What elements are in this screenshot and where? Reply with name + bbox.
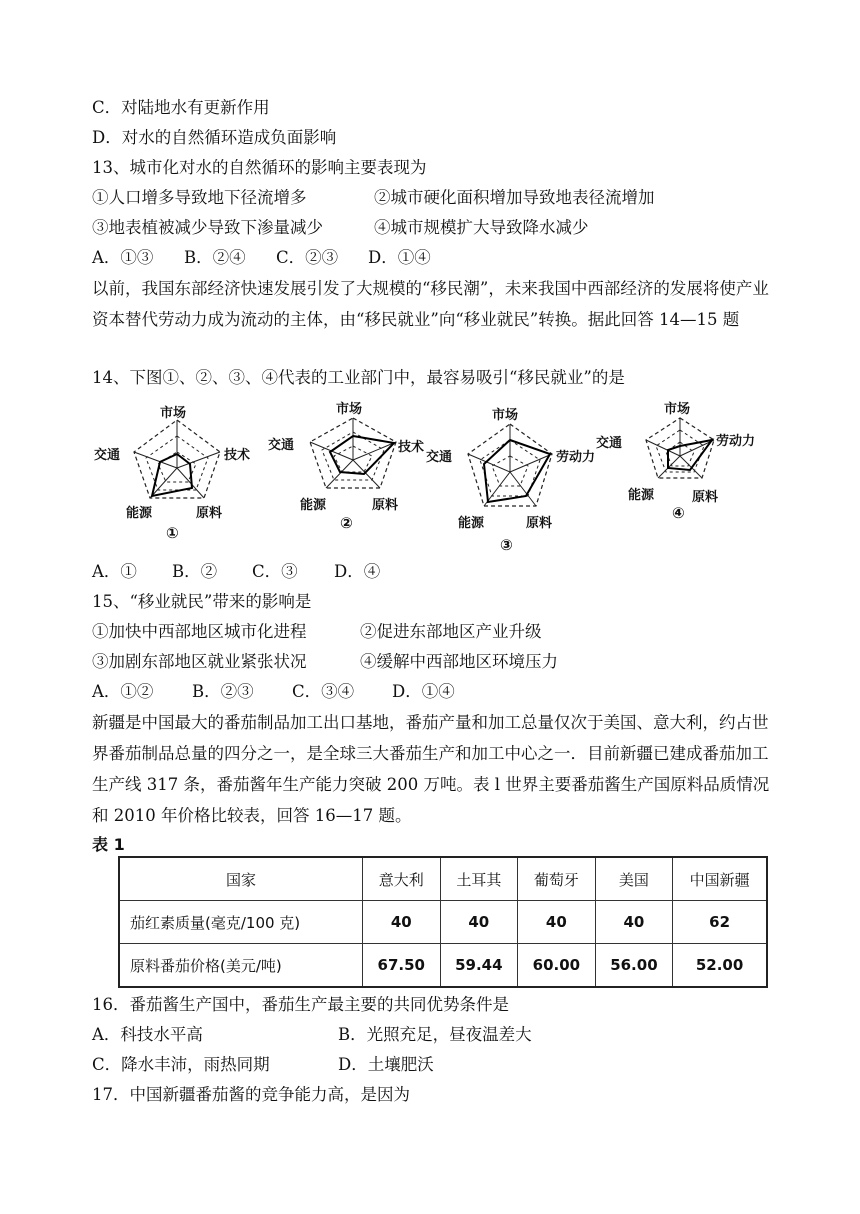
label-raw-material: 原料 <box>692 490 719 505</box>
q13-options-row1 <box>92 188 655 208</box>
q13-answer-b: B．②④ <box>184 248 246 267</box>
q15-option-2: ②促进东部地区产业升级 <box>360 622 542 641</box>
question-17-stem: 17．中国新疆番茄酱的竞争能力高，是因为 <box>92 1085 410 1104</box>
q13-answer-d: D．①④ <box>368 248 431 267</box>
q13-answer-c: C．②③ <box>276 248 339 267</box>
radar-diagram-1 <box>92 396 262 556</box>
table-row <box>119 944 767 988</box>
label-market: 市场 <box>160 406 187 421</box>
q15-options-row1 <box>92 622 542 642</box>
table-row-label: 原料番茄价格(美元/吨) <box>119 944 363 988</box>
q15-answer-a: A．①② <box>92 682 154 701</box>
passage-xinjiang-tomato: 新疆是中国最大的番茄制品加工出口基地，番茄产量和加工总量仅次于美国、意大利，约占世界番茄制品总量的四分之一，是全球三大番茄生产和加工中心之一．目前新疆已建成番茄加工生产线 317 条，番茄酱年生产能力突破 200 万吨。表 l 世界主要番茄酱生产国原料品质情况和 2010 年价格比较表，回答 16—17 题。 <box>92 713 770 825</box>
label-transport: 交通 <box>596 436 623 451</box>
label-transport: 交通 <box>94 448 121 463</box>
q13-option-4: ④城市规模扩大导致降水减少 <box>374 218 589 237</box>
table-header-cell: 意大利 <box>363 857 441 901</box>
q13-option-2: ②城市硬化面积增加导致地表径流增加 <box>374 188 655 207</box>
q16-answer-d: D．土壤肥沃 <box>338 1055 434 1074</box>
label-raw-material: 原料 <box>196 506 223 521</box>
q16-answer-b: B．光照充足，昼夜温差大 <box>338 1025 532 1044</box>
table-row-label: 茄红素质量(毫克/100 克) <box>119 901 363 944</box>
table-header-cell: 土耳其 <box>440 857 518 901</box>
table-cell: 67.50 <box>363 944 441 988</box>
table-caption: 表 1 <box>92 835 125 854</box>
table-header-cell: 美国 <box>595 857 673 901</box>
q16-answers-row1 <box>92 1025 532 1045</box>
table-header-cell: 国家 <box>119 857 363 901</box>
q14-answer-d: D．④ <box>334 562 381 581</box>
q13-answer-a: A．①③ <box>92 248 154 267</box>
radar-chart-3 <box>438 396 618 556</box>
table-cell: 40 <box>363 901 441 944</box>
table-cell: 40 <box>440 901 518 944</box>
label-energy: 能源 <box>300 498 327 513</box>
label-raw-material: 原料 <box>372 498 399 513</box>
table-cell: 59.44 <box>440 944 518 988</box>
radar-diagram-3 <box>426 396 618 556</box>
label-market: 市场 <box>336 402 363 417</box>
label-raw-material: 原料 <box>526 516 553 531</box>
label-technology: 技术 <box>224 448 251 463</box>
label-market: 市场 <box>492 408 519 423</box>
option-c-line: C．对陆地水有更新作用 <box>92 98 270 117</box>
q16-answer-c: C．降水丰沛，雨热同期 <box>92 1055 270 1074</box>
radar-diagram-2 <box>268 396 438 556</box>
radar-chart-4 <box>628 396 788 556</box>
question-16-stem: 16．番茄酱生产国中，番茄生产最主要的共同优势条件是 <box>92 995 509 1014</box>
industry-radar-diagrams <box>92 396 782 556</box>
table-cell: 40 <box>595 901 673 944</box>
option-d-line: D．对水的自然循环造成负面影响 <box>92 128 337 147</box>
table-cell: 62 <box>673 901 767 944</box>
label-transport: 交通 <box>268 438 295 453</box>
label-energy: 能源 <box>458 516 485 531</box>
q14-answer-a: A．① <box>92 562 137 581</box>
diagram-number-1: ① <box>166 524 179 542</box>
label-energy: 能源 <box>628 488 655 503</box>
q15-answer-b: B．②③ <box>192 682 254 701</box>
table-row <box>119 901 767 944</box>
label-labor: 劳动力 <box>556 450 596 465</box>
q13-options-row2 <box>92 218 589 238</box>
question-13-stem: 13、城市化对水的自然循环的影响主要表现为 <box>92 158 427 177</box>
q14-answer-b: B．② <box>172 562 218 581</box>
q13-answers <box>92 248 431 268</box>
q15-answer-c: C．③④ <box>292 682 355 701</box>
q16-answer-a: A．科技水平高 <box>92 1025 203 1044</box>
table-cell: 52.00 <box>673 944 767 988</box>
diagram-number-4: ④ <box>672 504 685 522</box>
q16-answers-row2 <box>92 1055 434 1075</box>
tomato-comparison-table <box>118 856 768 988</box>
question-15-stem: 15、“移业就民”带来的影响是 <box>92 592 312 611</box>
label-transport: 交通 <box>426 450 453 465</box>
passage-migration: 以前，我国东部经济快速发展引发了大规模的“移民潮”，未来我国中西部经济的发展将使产业资本替代劳动力成为流动的主体，由“移民就业”向“移业就民”转换。据此回答 14—15 题 <box>92 279 769 329</box>
question-14-stem: 14、下图①、②、③、④代表的工业部门中，最容易吸引“移民就业”的是 <box>92 368 625 387</box>
label-technology: 技术 <box>398 440 425 455</box>
table-header-cell: 中国新疆 <box>673 857 767 901</box>
q14-answers <box>92 562 380 582</box>
table-header-cell: 葡萄牙 <box>518 857 596 901</box>
diagram-number-2: ② <box>340 514 353 532</box>
q13-option-3: ③地表植被减少导致下渗量减少 <box>92 218 323 237</box>
q13-option-1: ①人口增多导致地下径流增多 <box>92 188 307 207</box>
q15-answer-d: D．①④ <box>392 682 455 701</box>
q15-options-row2 <box>92 652 558 672</box>
label-energy: 能源 <box>126 506 153 521</box>
label-market: 市场 <box>664 402 691 417</box>
q15-option-1: ①加快中西部地区城市化进程 <box>92 622 307 641</box>
radar-diagram-4 <box>596 396 788 556</box>
label-labor: 劳动力 <box>716 434 756 449</box>
table-cell: 56.00 <box>595 944 673 988</box>
q14-answer-c: C．③ <box>252 562 298 581</box>
table-cell: 60.00 <box>518 944 596 988</box>
q15-option-3: ③加剧东部地区就业紧张状况 <box>92 652 307 671</box>
table-header-row <box>119 857 767 901</box>
q15-answers <box>92 682 455 702</box>
radar-chart-2 <box>268 396 438 556</box>
q15-option-4: ④缓解中西部地区环境压力 <box>360 652 558 671</box>
table-cell: 40 <box>518 901 596 944</box>
diagram-number-3: ③ <box>500 536 513 554</box>
